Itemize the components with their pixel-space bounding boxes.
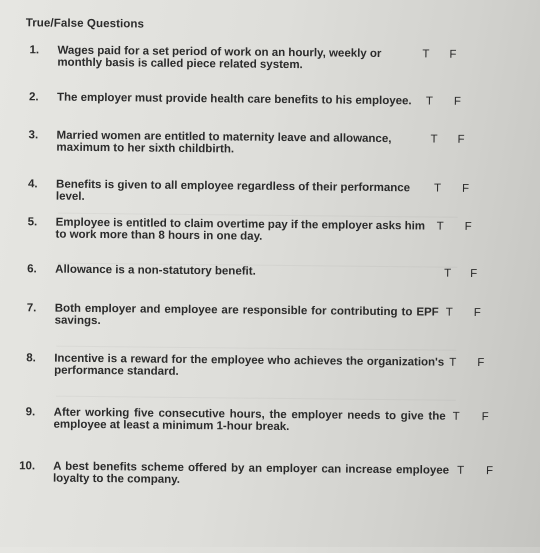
question-item xyxy=(0,406,536,434)
true-option[interactable]: T xyxy=(452,410,460,423)
divider xyxy=(56,396,456,401)
question-text: Both employer and employee are responsible for contributing to EPF savings. xyxy=(54,302,439,328)
question-number: 6. xyxy=(27,263,37,276)
false-option[interactable]: F xyxy=(470,267,478,281)
question-number: 7. xyxy=(26,302,37,315)
false-option[interactable]: F xyxy=(457,133,465,146)
false-option[interactable]: F xyxy=(473,306,481,320)
divider xyxy=(56,346,456,351)
true-option[interactable]: T xyxy=(457,464,465,477)
true-option[interactable]: T xyxy=(433,182,442,195)
false-option[interactable]: F xyxy=(486,465,494,478)
question-item xyxy=(0,178,538,203)
true-option[interactable]: T xyxy=(449,356,457,369)
question-text: Allowance is a non-statutory benefit. xyxy=(55,263,256,278)
false-option[interactable]: F xyxy=(477,357,485,370)
question-text: Employee is entitled to claim overtime pay if the employer asks him to work more than 8 hours in one day. xyxy=(55,216,426,243)
false-option[interactable]: F xyxy=(453,95,462,108)
false-option[interactable]: F xyxy=(464,220,472,233)
question-text: After working five consecutive hours, the employer needs to give the employee at least a minimum 1-hour break. xyxy=(53,406,446,434)
false-option[interactable]: F xyxy=(481,411,489,424)
false-option[interactable]: F xyxy=(461,182,470,195)
question-item xyxy=(0,352,536,378)
question-text: Incentive is a reward for the employee who achieves the organization's performance standard. xyxy=(54,352,445,378)
question-number: 8. xyxy=(26,352,36,365)
true-option[interactable]: T xyxy=(436,220,444,233)
question-number: 4. xyxy=(28,178,38,191)
question-number: 5. xyxy=(27,216,38,229)
question-number: 1. xyxy=(29,44,40,57)
question-item xyxy=(0,460,535,486)
question-number: 9. xyxy=(25,406,36,419)
true-option[interactable]: T xyxy=(445,306,453,319)
question-text: Benefits is given to all employee regardless of their performance level. xyxy=(55,178,411,203)
question-item xyxy=(0,129,539,156)
question-item xyxy=(0,44,540,72)
question-number: 10. xyxy=(19,460,36,473)
question-text: Wages paid for a set period of work on an hourly, weekly or monthly basis is called piece related system. xyxy=(57,44,382,72)
true-option[interactable]: T xyxy=(430,133,438,146)
question-item xyxy=(0,302,537,328)
question-text: A best benefits scheme offered by an employer can increase employee loyalty to the company. xyxy=(52,460,450,486)
question-number: 2. xyxy=(28,91,39,104)
question-text: The employer must provide health care benefits to his employee. xyxy=(56,91,412,108)
page-title: True/False Questions xyxy=(25,17,145,31)
question-item xyxy=(0,91,539,108)
true-option[interactable]: T xyxy=(444,267,452,280)
question-number: 3. xyxy=(28,129,39,142)
false-option[interactable]: F xyxy=(449,48,457,61)
true-option[interactable]: T xyxy=(422,48,430,61)
true-option[interactable]: T xyxy=(425,95,434,108)
question-text: Married women are entitled to maternity leave and allowance, maximum to her sixth childbirth. xyxy=(56,129,392,156)
